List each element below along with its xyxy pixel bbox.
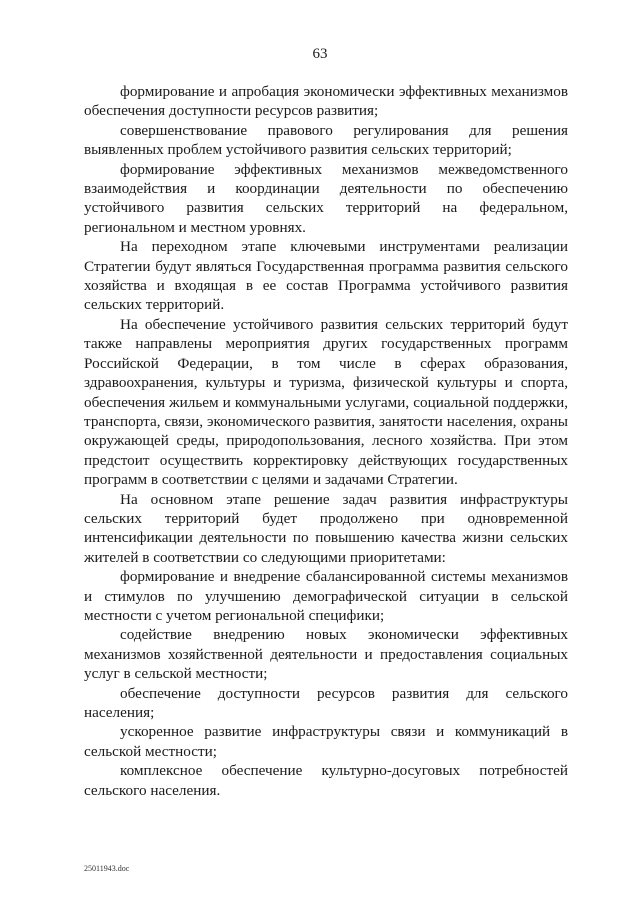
- paragraph-4: На переходном этапе ключевыми инструментами реализации Стратегии будут являться Государственная программа развития сельского хозяйства и входящая в ее состав Программа устойчивого развития сельских территорий.: [84, 238, 568, 314]
- document-footer-code: 25011943.doc: [84, 864, 130, 873]
- document-body: [84, 82, 568, 800]
- paragraph-2: совершенствование правового регулирования для решения выявленных проблем устойчивого развития сельских территорий;: [84, 121, 568, 159]
- paragraph-1: формирование и апробация экономически эффективных механизмов обеспечения доступности ресурсов развития;: [84, 83, 568, 120]
- paragraph-8: содействие внедрению новых экономически эффективных механизмов хозяйственной деятельности и предоставления социальных услуг в сельской местности;: [84, 626, 568, 683]
- paragraph-7: формирование и внедрение сбалансированной системы механизмов и стимулов по улучшению демографической ситуации в сельской местности с учетом региональной специфики;: [84, 568, 568, 624]
- paragraph-6: На основном этапе решение задач развития инфраструктуры сельских территорий будет продолжено при одновременной интенсификации деятельности по повышению качества жизни сельских жителей в соответствии со следующими приоритетами:: [84, 490, 568, 566]
- paragraph-5: На обеспечение устойчивого развития сельских территорий будут также направлены мероприятия других государственных программ Российской Федерации, в том числе в сферах образования, здравоохранения, культуры и туризма, физической культуры и спорта, обеспечения жильем и коммунальными услугами, социальной поддержки, транспорта, связи, экономического развития, занятости населения, охраны окружающей среды, природопользования, лесного хозяйства. При этом предстоит осуществить корректировку действующих государственных программ в соответствии с целями и задачами Стратегии.: [84, 315, 568, 489]
- paragraph-9: обеспечение доступности ресурсов развития для сельского населения;: [84, 684, 568, 721]
- page-number: 63: [312, 46, 328, 62]
- paragraph-11: комплексное обеспечение культурно-досуговых потребностей сельского населения.: [84, 762, 568, 799]
- paragraph-3: формирование эффективных механизмов межведомственного взаимодействия и координации деятельности по обеспечению устойчивого развития сельских территорий на федеральном, региональном и местном уровнях.: [84, 160, 568, 236]
- paragraph-10: ускоренное развитие инфраструктуры связи и коммуникаций в сельской местности;: [84, 723, 568, 760]
